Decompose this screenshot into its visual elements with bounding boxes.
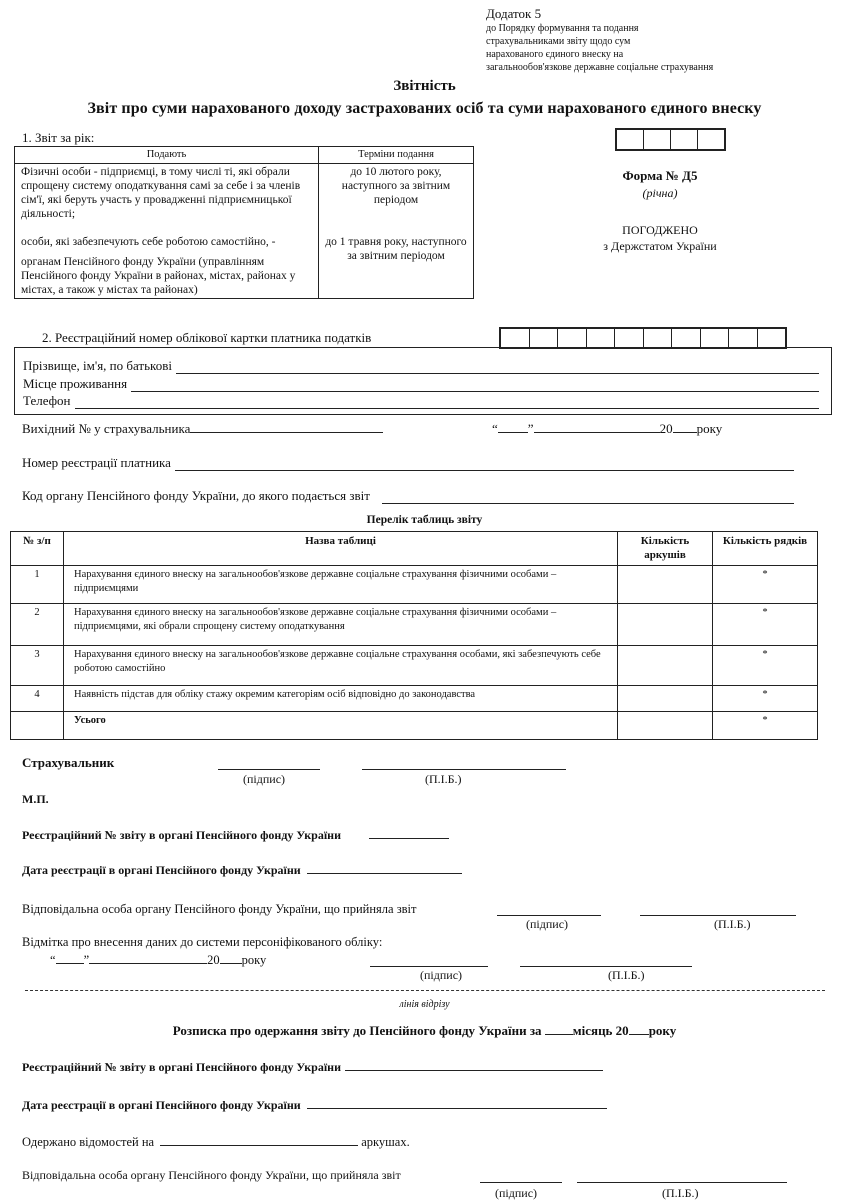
receipt-year-input[interactable] — [629, 1022, 649, 1035]
section1-label: 1. Звіт за рік: — [22, 130, 95, 145]
pf-responsible-signature-line[interactable] — [497, 903, 601, 916]
form-periodicity: (річна) — [642, 186, 678, 200]
submitter-1: Фізичні особи - підприємці, в тому числі ті, які обрали спрощену систему оподаткування самі за себе і за членів сім'ї, які беруть участь у провадженні підприємницької діяльності; — [21, 166, 301, 220]
pf-reg-date-input[interactable] — [307, 861, 462, 874]
pf-reg-number-label: Реєстраційний № звіту в органі Пенсійного фонду України — [22, 828, 341, 842]
receipt-sheets-input[interactable] — [160, 1133, 358, 1146]
total-sheets[interactable] — [618, 712, 713, 740]
phone-field — [23, 393, 819, 409]
appendix-line: нарахованого єдиного внеску на — [486, 49, 624, 60]
row-number: 4 — [11, 686, 64, 712]
receipt-signature-line[interactable] — [480, 1170, 562, 1183]
appendix-line: до Порядку формування та подання — [486, 23, 639, 34]
month-input[interactable] — [534, 420, 660, 433]
row-number: 1 — [11, 566, 64, 604]
year-digit-box[interactable] — [644, 130, 671, 149]
row-name: Наявність підстав для обліку стажу окремим категоріям осіб відповідно до законодавства — [64, 686, 618, 712]
tables-list-title: Перелік таблиць звіту — [366, 514, 483, 526]
tax-id-digit-box[interactable] — [530, 329, 559, 347]
appendix-line: страхувальниками звіту щодо сум — [486, 36, 631, 47]
pf-responsible-label: Відповідальна особа органу Пенсійного фонду України, що прийняла звіт — [22, 902, 417, 916]
year-digit-box[interactable] — [698, 130, 724, 149]
submitter-3: органам Пенсійного фонду України (управлінням Пенсійного фонду України в районах, містах, районах у містах, а також у містах та районах) — [21, 256, 296, 296]
full-name-label: Прізвище, ім'я, по батькові — [23, 358, 172, 373]
receipt-title — [0, 1022, 849, 1039]
row-name: Нарахування єдиного внеску на загальнообов'язкове державне соціальне страхування фізичними особами – підприємцями, які обрали спрощену систему оподаткування — [64, 604, 618, 646]
insurer-label: Страхувальник — [22, 755, 115, 770]
name-caption: (П.І.Б.) — [425, 772, 462, 786]
report-year-boxes[interactable] — [615, 128, 726, 151]
deadline-cell — [319, 164, 474, 299]
outgoing-number-label: Вихідний № у страхувальника — [22, 421, 191, 436]
day-input[interactable] — [56, 951, 84, 964]
residence-input[interactable] — [131, 379, 819, 392]
quote-open: “ — [50, 953, 56, 967]
cut-line-label: лінія відрізу — [399, 999, 450, 1010]
appendix-note — [486, 6, 713, 74]
receipt-name-line[interactable] — [577, 1170, 787, 1183]
full-name-input[interactable] — [176, 361, 819, 374]
pension-fund-code-field — [22, 488, 794, 504]
receipt-reg-number-input[interactable] — [345, 1058, 603, 1071]
signature-caption: (підпис) — [495, 1186, 538, 1200]
row-sheets[interactable] — [618, 646, 713, 686]
payer-registration-label: Номер реєстрації платника — [22, 455, 171, 470]
receipt-sheets-prefix: Одержано відомостей на — [22, 1135, 155, 1149]
cut-line — [25, 990, 825, 991]
receipt-month-word: місяць 20 — [572, 1023, 629, 1038]
col-header-name: Назва таблиці — [64, 532, 618, 566]
tax-id-digit-box[interactable] — [758, 329, 786, 347]
submitters-header: Подають — [15, 147, 319, 164]
receipt-year-word: року — [648, 1023, 677, 1038]
pension-fund-code-input[interactable] — [382, 491, 794, 504]
approval-authority: з Держстатом України — [603, 239, 717, 253]
mark-date-field — [50, 951, 266, 968]
row-name: Нарахування єдиного внеску на загальнообов'язкове державне соціальне страхування особами, які забезпечують себе роботою самостійно — [64, 646, 618, 686]
outgoing-number-field — [22, 420, 383, 437]
row-rows[interactable]: * — [713, 646, 818, 686]
pf-reg-date-label: Дата реєстрації в органі Пенсійного фонду України — [22, 863, 301, 877]
row-sheets[interactable] — [618, 566, 713, 604]
year-suffix: року — [241, 953, 267, 967]
pf-reg-date-field — [22, 861, 462, 878]
deadlines-header: Терміни подання — [319, 147, 474, 164]
approval-label: ПОГОДЖЕНО — [622, 223, 698, 237]
receipt-responsible-label: Відповідальна особа органу Пенсійного фонду України, що прийняла звіт — [22, 1168, 401, 1182]
name-caption: (П.І.Б.) — [608, 968, 645, 982]
outgoing-date-field — [492, 420, 722, 437]
row-rows[interactable]: * — [713, 566, 818, 604]
approval-stamp — [560, 222, 760, 254]
stamp-label: М.П. — [22, 792, 49, 806]
submission-cell — [15, 164, 319, 299]
table-row — [11, 566, 818, 604]
form-number: Форма № Д5 — [622, 168, 698, 183]
residence-field — [23, 376, 819, 392]
pf-reg-number-field — [22, 826, 449, 843]
mark-name-line[interactable] — [520, 954, 692, 967]
year-prefix: 20 — [659, 421, 673, 436]
col-header-sheets: Кількість аркушів — [618, 532, 713, 566]
total-label: Усього — [64, 712, 618, 740]
receipt-sheets-suffix: аркушах. — [361, 1135, 410, 1149]
residence-label: Місце проживання — [23, 376, 128, 391]
tax-id-digit-box[interactable] — [558, 329, 587, 347]
signature-caption: (підпис) — [420, 968, 463, 982]
total-number — [11, 712, 64, 740]
payer-registration-input[interactable] — [175, 458, 794, 471]
submitter-2: особи, які забезпечують себе роботою самостійно, - — [21, 236, 276, 248]
year-suffix: року — [696, 421, 723, 436]
receipt-month-input[interactable] — [545, 1022, 573, 1035]
appendix-line: загальнообов'язкове державне соціальне страхування — [486, 62, 714, 73]
outgoing-number-input[interactable] — [190, 420, 383, 433]
document-heading: Звітність — [393, 78, 456, 94]
signature-caption: (підпис) — [526, 917, 569, 931]
tax-id-digit-box[interactable] — [672, 329, 701, 347]
receipt-sheets-field — [22, 1133, 410, 1150]
tax-id-digit-box[interactable] — [644, 329, 673, 347]
signature-caption: (підпис) — [243, 772, 286, 786]
tax-id-digit-box[interactable] — [701, 329, 730, 347]
deadline-2: до 1 травня року, наступного за звітним періодом — [325, 236, 467, 262]
col-header-rows: Кількість рядків — [713, 532, 818, 566]
mark-signature-line[interactable] — [370, 954, 488, 967]
full-name-field — [23, 358, 819, 374]
year-digit-box[interactable] — [617, 130, 644, 149]
table-row — [11, 646, 818, 686]
appendix-title: Додаток 5 — [486, 6, 542, 21]
quote-close: ” — [83, 953, 90, 967]
receipt-reg-date-input[interactable] — [307, 1096, 607, 1109]
row-name: Нарахування єдиного внеску на загальнообов'язкове державне соціальне страхування фізичними особами – підприємцями — [64, 566, 618, 604]
table-row — [11, 686, 818, 712]
receipt-reg-number-field — [22, 1058, 603, 1075]
insurer-signature-line[interactable] — [218, 757, 320, 770]
tax-id-digit-box[interactable] — [729, 329, 758, 347]
year-digit-box[interactable] — [671, 130, 698, 149]
tax-id-digit-box[interactable] — [587, 329, 616, 347]
personal-info-box — [14, 347, 832, 415]
phone-label: Телефон — [23, 393, 71, 408]
receipt-reg-date-label: Дата реєстрації в органі Пенсійного фонду України — [22, 1098, 301, 1112]
personified-record-mark-label: Відмітка про внесення даних до системи персоніфікованого обліку: — [22, 935, 383, 949]
tax-id-digit-box[interactable] — [501, 329, 530, 347]
quote-close: ” — [527, 421, 534, 436]
quote-open: “ — [492, 421, 498, 436]
tax-id-digit-box[interactable] — [615, 329, 644, 347]
name-caption: (П.І.Б.) — [662, 1186, 699, 1200]
row-rows[interactable]: * — [713, 604, 818, 646]
pf-reg-number-input[interactable] — [369, 826, 449, 839]
section2-label: 2. Реєстраційний номер облікової картки платника податків — [42, 330, 372, 345]
day-input[interactable] — [498, 420, 528, 433]
row-sheets[interactable] — [618, 686, 713, 712]
table-row — [11, 604, 818, 646]
receipt-reg-date-field — [22, 1096, 607, 1113]
deadline-1: до 10 лютого року, наступного за звітним періодом — [341, 166, 451, 206]
row-number: 2 — [11, 604, 64, 646]
submission-table — [14, 146, 474, 299]
pf-responsible-name-line[interactable] — [640, 903, 796, 916]
pension-fund-code-label: Код органу Пенсійного фонду України, до якого подається звіт — [22, 488, 370, 503]
name-caption: (П.І.Б.) — [714, 917, 751, 931]
year-input[interactable] — [673, 420, 697, 433]
tax-id-boxes[interactable] — [499, 327, 787, 349]
phone-input[interactable] — [75, 396, 819, 409]
year-prefix: 20 — [207, 953, 220, 967]
document-title: Звіт про суми нарахованого доходу застрахованих осіб та суми нарахованого єдиного внеску — [87, 100, 762, 117]
year-input[interactable] — [220, 951, 242, 964]
receipt-title-prefix: Розписка про одержання звіту до Пенсійного фонду України за — [172, 1023, 542, 1038]
col-header-number: № з/п — [11, 532, 64, 566]
payer-registration-field — [22, 455, 794, 471]
month-input[interactable] — [89, 951, 207, 964]
row-rows[interactable]: * — [713, 686, 818, 712]
row-number: 3 — [11, 646, 64, 686]
total-row — [11, 712, 818, 740]
insurer-name-line[interactable] — [362, 757, 566, 770]
total-rows[interactable]: * — [713, 712, 818, 740]
row-sheets[interactable] — [618, 604, 713, 646]
report-tables-list — [10, 531, 818, 740]
receipt-reg-number-label: Реєстраційний № звіту в органі Пенсійного фонду України — [22, 1060, 341, 1074]
